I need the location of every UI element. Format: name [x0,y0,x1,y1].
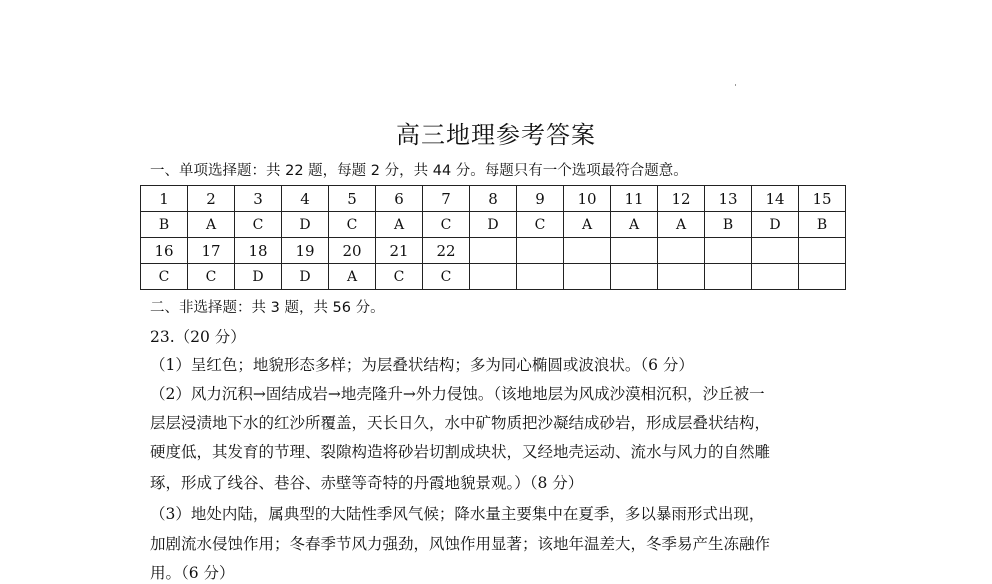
answer-cell: A [329,264,376,290]
answer-line: （2）风力沉积→固结成岩→地壳隆升→外力侵蚀。（该地地层为风成沙漠相沉积，沙丘被一 [150,385,765,403]
answer-cell: C [517,212,564,238]
question-number-cell: 14 [752,186,799,212]
question-number-cell: 10 [564,186,611,212]
question-number-cell: 19 [282,238,329,264]
question-number-cell: 8 [470,186,517,212]
question-number-cell [564,238,611,264]
answer-cell [470,264,517,290]
question-number-cell: 9 [517,186,564,212]
question-number-cell [517,238,564,264]
question-number-cell: 5 [329,186,376,212]
question-number-cell [752,238,799,264]
question-number-cell: 3 [235,186,282,212]
question-number-cell: 17 [188,238,235,264]
question-number-cell [658,238,705,264]
answer-cell: D [282,212,329,238]
answer-cell: B [141,212,188,238]
question-number-cell: 15 [799,186,846,212]
answer-cell: C [329,212,376,238]
question-number-cell: 18 [235,238,282,264]
answer-cell: B [705,212,752,238]
question-number-cell: 2 [188,186,235,212]
answer-row [141,212,846,238]
question-number-cell [611,238,658,264]
question-number-cell: 16 [141,238,188,264]
scan-speck [735,84,736,86]
answer-cell: C [235,212,282,238]
question-number-row [141,186,846,212]
question-number-cell [470,238,517,264]
answer-cell: D [470,212,517,238]
question-number-cell: 21 [376,238,423,264]
answer-line: 用。（6 分） [150,564,235,582]
answer-cell: C [141,264,188,290]
answer-cell: A [188,212,235,238]
answer-row [141,264,846,290]
answer-cell: A [564,212,611,238]
question-number-cell: 13 [705,186,752,212]
answer-cell: D [752,212,799,238]
answer-cell: C [188,264,235,290]
answer-cell [705,264,752,290]
answer-cell [611,264,658,290]
question-number-cell: 4 [282,186,329,212]
answer-cell [658,264,705,290]
answer-cell: A [376,212,423,238]
question-23-header: 23.（20 分） [150,328,246,346]
page-title: 高三地理参考答案 [396,121,596,149]
answer-line: 硬度低，其发育的节理、裂隙构造将砂岩切割成块状，又经地壳运动、流水与风力的自然雕 [150,443,771,461]
answer-line: 琢，形成了线谷、巷谷、赤壁等奇特的丹霞地貌景观。）（8 分） [150,474,584,492]
question-number-cell [705,238,752,264]
question-number-cell: 7 [423,186,470,212]
answer-cell: C [423,212,470,238]
question-number-row [141,238,846,264]
answer-line: （3）地处内陆，属典型的大陆性季风气候；降水量主要集中在夏季，多以暴雨形式出现， [150,505,765,523]
answer-table [140,185,846,290]
answer-line: 层层浸渍地下水的红沙所覆盖，天长日久，水中矿物质把沙凝结成砂岩，形成层叠状结构， [150,414,771,432]
answer-cell: D [235,264,282,290]
answer-cell [799,264,846,290]
section-heading-nonchoice: 二、非选择题：共 3 题，共 56 分。 [150,300,385,316]
question-number-cell: 1 [141,186,188,212]
question-number-cell: 11 [611,186,658,212]
answer-cell [517,264,564,290]
question-number-cell: 6 [376,186,423,212]
answer-cell: A [611,212,658,238]
answer-cell [752,264,799,290]
answer-cell: A [658,212,705,238]
question-number-cell: 12 [658,186,705,212]
answer-line: 加剧流水侵蚀作用；冬春季节风力强劲，风蚀作用显著；该地年温差大，冬季易产生冻融作 [150,535,771,553]
question-number-cell [799,238,846,264]
answer-line: （1）呈红色；地貌形态多样；为层叠状结构；多为同心椭圆或波浪状。（6 分） [150,356,694,374]
answer-cell: B [799,212,846,238]
answer-cell: D [282,264,329,290]
answer-cell: C [423,264,470,290]
answer-cell: C [376,264,423,290]
question-number-cell: 20 [329,238,376,264]
section-heading-choice: 一、单项选择题：共 22 题，每题 2 分，共 44 分。每题只有一个选项最符合题意。 [150,163,688,179]
question-number-cell: 22 [423,238,470,264]
answer-cell [564,264,611,290]
